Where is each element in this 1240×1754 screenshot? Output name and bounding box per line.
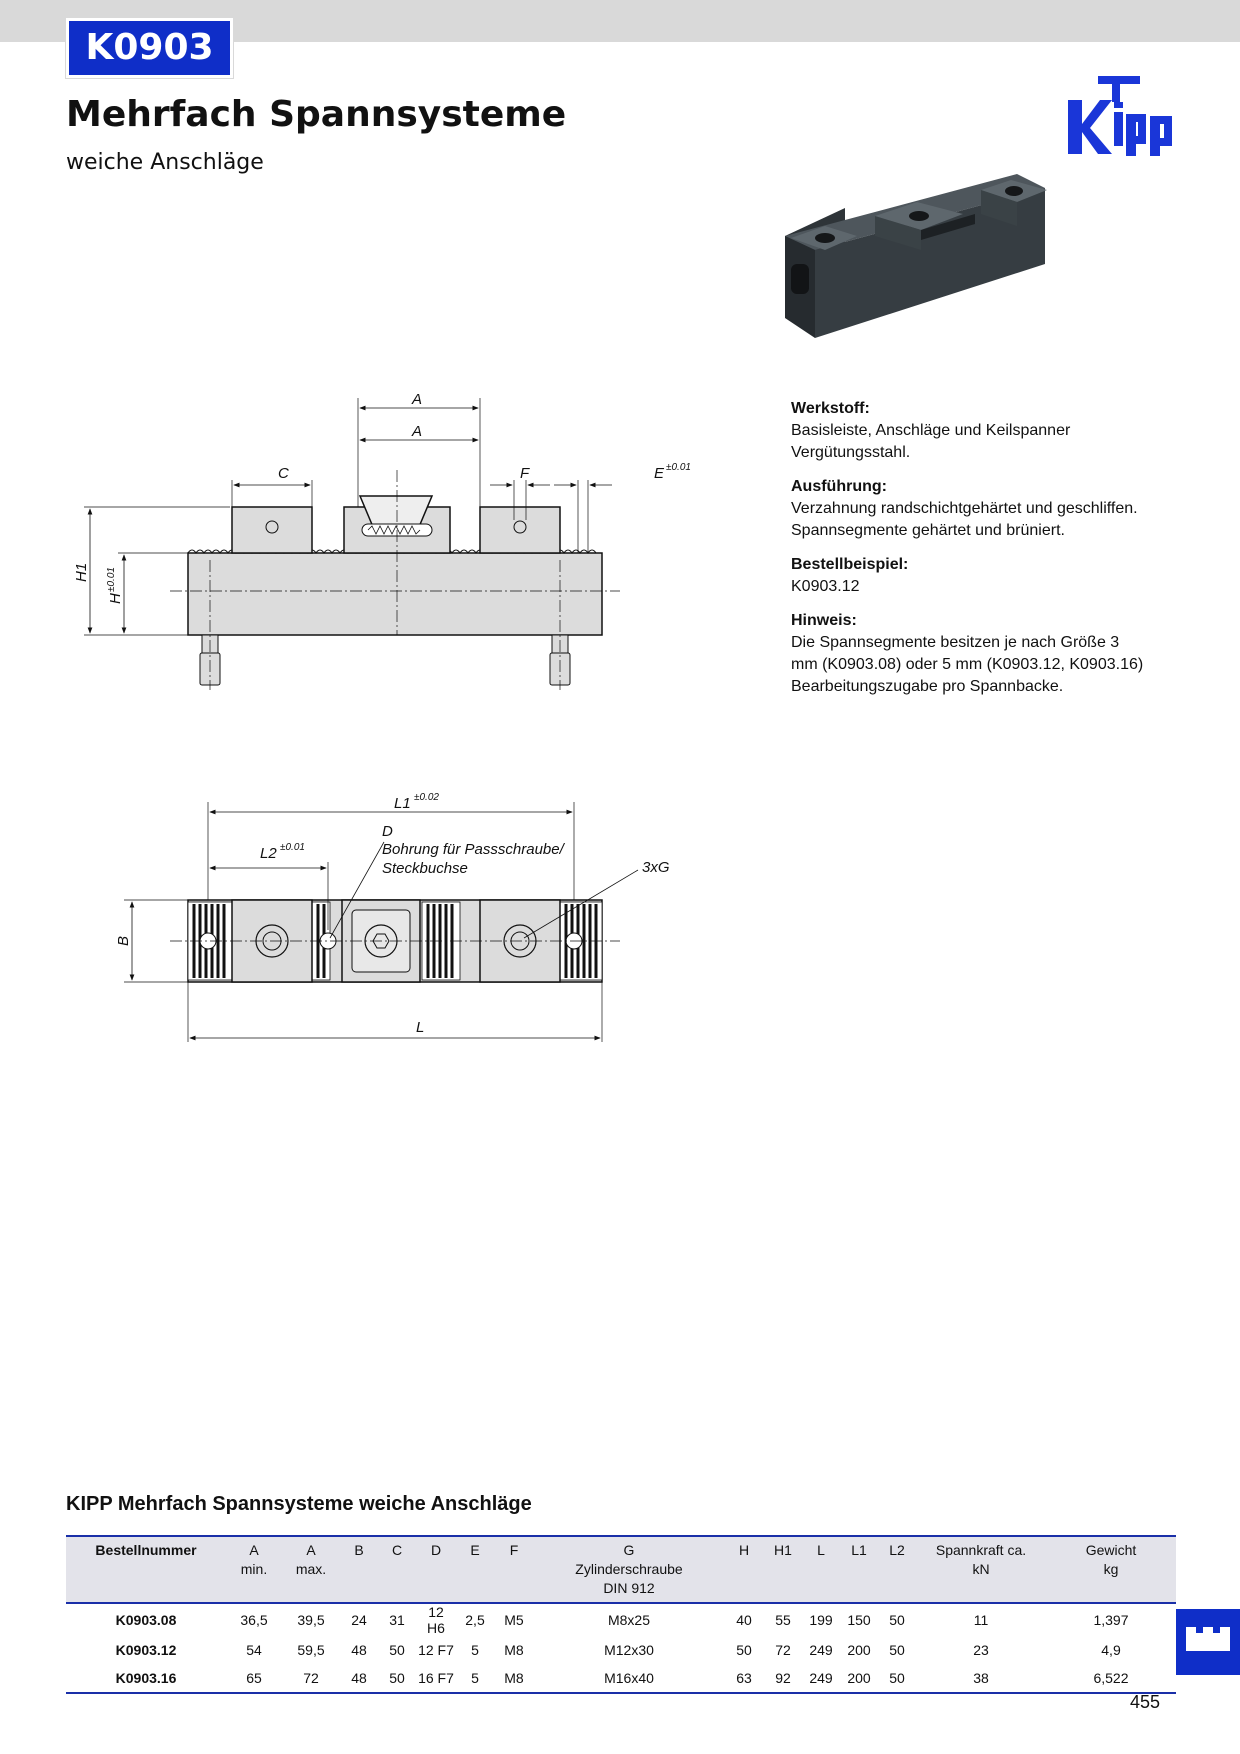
table-cell: 36,5 [240, 1612, 268, 1628]
table-cell: 72 [282, 1664, 340, 1693]
ausfuehrung-text-1: Verzahnung randschichtgehärtet und geschliffen. [791, 500, 1138, 517]
column-header-line: B [354, 1542, 364, 1558]
table-cell: M8 [494, 1664, 534, 1693]
dim-f: F [520, 465, 530, 482]
table-cell: 200 [840, 1664, 878, 1693]
column-header [878, 1536, 916, 1603]
column-header-line: DIN 912 [603, 1580, 655, 1596]
column-header-line: L1 [851, 1542, 867, 1558]
column-header-line: L [817, 1542, 825, 1558]
dim-b: B [115, 935, 132, 946]
top-view-drawing [115, 780, 700, 1050]
column-header [534, 1536, 724, 1603]
column-header-line: Zylinderschraube [575, 1561, 683, 1577]
table-cell: 72 [775, 1642, 791, 1658]
kipp-logo [1066, 74, 1182, 158]
column-header [724, 1536, 764, 1603]
table-cell: 12 F7 [418, 1642, 454, 1658]
column-header [340, 1536, 378, 1603]
dim-l1-tolerance: ±0.02 [414, 792, 439, 803]
table-cell: 38 [916, 1664, 1046, 1693]
table-cell: 12 H6 [427, 1604, 445, 1636]
dim-l1: L1 [394, 795, 411, 812]
column-header-line: C [391, 1542, 403, 1558]
column-header [802, 1536, 840, 1603]
column-header [764, 1536, 802, 1603]
table-cell: M5 [504, 1612, 524, 1628]
table-cell: 5 [471, 1642, 479, 1658]
werkstoff-text-1: Basisleiste, Anschläge und Keilspanner [791, 422, 1071, 439]
page-title: Mehrfach Spannsysteme [66, 94, 567, 135]
table-cell: 16 F7 [416, 1664, 456, 1693]
table-cell: 54 [246, 1642, 262, 1658]
table-cell: 200 [847, 1642, 871, 1658]
column-header-line: A [306, 1542, 316, 1558]
column-header [494, 1536, 534, 1603]
page-subtitle: weiche Anschläge [66, 150, 264, 175]
table-row [66, 1636, 1176, 1664]
clamp-icon [1176, 1609, 1240, 1675]
table-cell: 50 [889, 1612, 905, 1628]
front-view-drawing [70, 391, 710, 720]
werkstoff-label: Werkstoff: [791, 400, 870, 417]
product-info [791, 398, 1171, 710]
hinweis-text-3: Bearbeitungszugabe pro Spannbacke. [791, 678, 1064, 695]
dim-h-tolerance: ±0.01 [106, 567, 117, 592]
table-header-row [66, 1536, 1176, 1603]
column-header-line: G [623, 1542, 635, 1558]
table-cell: 48 [340, 1664, 378, 1693]
column-header-line: D [430, 1542, 442, 1558]
column-header-line: max. [295, 1561, 327, 1577]
column-header [66, 1536, 226, 1603]
table-cell: 65 [226, 1664, 282, 1693]
dim-a-inner: A [412, 423, 423, 440]
product-photo [785, 178, 1049, 378]
column-header-line: H [738, 1542, 750, 1558]
table-cell: 50 [389, 1642, 405, 1658]
column-header [378, 1536, 416, 1603]
table-cell: 23 [973, 1642, 989, 1658]
table-row [66, 1603, 1176, 1636]
table-cell: 249 [809, 1642, 833, 1658]
table-cell: 59,5 [297, 1642, 325, 1658]
table-row [66, 1664, 1176, 1693]
column-header [840, 1536, 878, 1603]
dim-h: H [107, 593, 124, 604]
table-cell: 6,522 [1046, 1664, 1176, 1693]
table-title: KIPP Mehrfach Spannsysteme weiche Anschläge [66, 1493, 532, 1515]
dim-h1: H1 [73, 562, 90, 582]
column-header-line: A [249, 1542, 259, 1558]
table-cell: 24 [351, 1612, 367, 1628]
column-header [226, 1536, 282, 1603]
column-header [282, 1536, 340, 1603]
column-header-line: Gewicht [1085, 1542, 1137, 1558]
table-cell: 199 [809, 1612, 833, 1628]
ausfuehrung-block [791, 476, 1171, 542]
table-cell: 150 [847, 1612, 871, 1628]
table-cell: 5 [456, 1664, 494, 1693]
spec-table [66, 1535, 1176, 1694]
dim-d-description-2: Steckbuchse [382, 860, 468, 877]
werkstoff-block [791, 398, 1171, 464]
dim-l: L [416, 1019, 425, 1036]
dim-3xg: 3xG [642, 859, 670, 876]
column-header-line: Spannkraft ca. [935, 1542, 1027, 1558]
table-cell: 2,5 [465, 1612, 485, 1628]
bestellbeispiel-value: K0903.12 [791, 578, 860, 595]
dim-a-outer: A [412, 391, 423, 408]
werkstoff-text-2: Vergütungsstahl. [791, 444, 911, 461]
dim-d: D [382, 823, 393, 840]
table-cell: 1,397 [1093, 1612, 1129, 1628]
hinweis-text-2: mm (K0903.08) oder 5 mm (K0903.12, K0903.16) [791, 656, 1144, 673]
product-code-badge: K0903 [66, 18, 233, 78]
dim-d-description-1: Bohrung für Passschraube/ [382, 841, 564, 858]
column-header-line: min. [240, 1561, 268, 1577]
ausfuehrung-label: Ausführung: [791, 478, 887, 495]
column-header-line: E [470, 1542, 480, 1558]
table-cell: 249 [802, 1664, 840, 1693]
column-header [1046, 1536, 1176, 1603]
bestellbeispiel-block [791, 554, 1171, 598]
table-cell: 4,9 [1101, 1642, 1121, 1658]
section-tab [1176, 1609, 1240, 1675]
column-header [916, 1536, 1046, 1603]
table-cell: M8x25 [607, 1612, 651, 1628]
hinweis-block [791, 610, 1171, 698]
table-cell: 11 [973, 1612, 989, 1628]
table-cell: 40 [736, 1612, 752, 1628]
column-header-line: kg [1103, 1561, 1119, 1577]
dim-e-tolerance: ±0.01 [666, 462, 691, 473]
table-cell: 31 [389, 1612, 405, 1628]
dim-l2-tolerance: ±0.01 [280, 842, 305, 853]
table-cell: 50 [378, 1664, 416, 1693]
table-cell: 92 [764, 1664, 802, 1693]
table-cell: M16x40 [534, 1664, 724, 1693]
table-cell: 50 [878, 1664, 916, 1693]
bestellbeispiel-label: Bestellbeispiel: [791, 556, 909, 573]
table-cell: 48 [351, 1642, 367, 1658]
order-number-cell: K0903.16 [66, 1664, 226, 1693]
column-header [416, 1536, 456, 1603]
table-cell: 39,5 [297, 1612, 325, 1628]
table-cell: 50 [889, 1642, 905, 1658]
order-number-cell: K0903.08 [115, 1612, 177, 1628]
column-header-line: Bestellnummer [95, 1542, 197, 1558]
column-header-line: H1 [774, 1542, 792, 1558]
table-body [66, 1603, 1176, 1693]
column-header [456, 1536, 494, 1603]
table-cell: M12x30 [604, 1642, 654, 1658]
hinweis-label: Hinweis: [791, 612, 857, 629]
hinweis-text-1: Die Spannsegmente besitzen je nach Größe 3 [791, 634, 1120, 651]
table-cell: M8 [504, 1642, 524, 1658]
table-cell: 55 [775, 1612, 791, 1628]
column-header-line: F [509, 1542, 519, 1558]
order-number-cell: K0903.12 [115, 1642, 177, 1658]
dim-l2: L2 [260, 845, 277, 862]
page-number: 455 [1130, 1692, 1161, 1712]
dim-e: E [654, 465, 665, 482]
ausfuehrung-text-2: Spannsegmente gehärtet und brüniert. [791, 522, 1065, 539]
column-header-line: L2 [889, 1542, 905, 1558]
table-cell: 63 [724, 1664, 764, 1693]
dim-c: C [278, 465, 289, 482]
table-cell: 50 [736, 1642, 752, 1658]
column-header-line: kN [972, 1561, 990, 1577]
